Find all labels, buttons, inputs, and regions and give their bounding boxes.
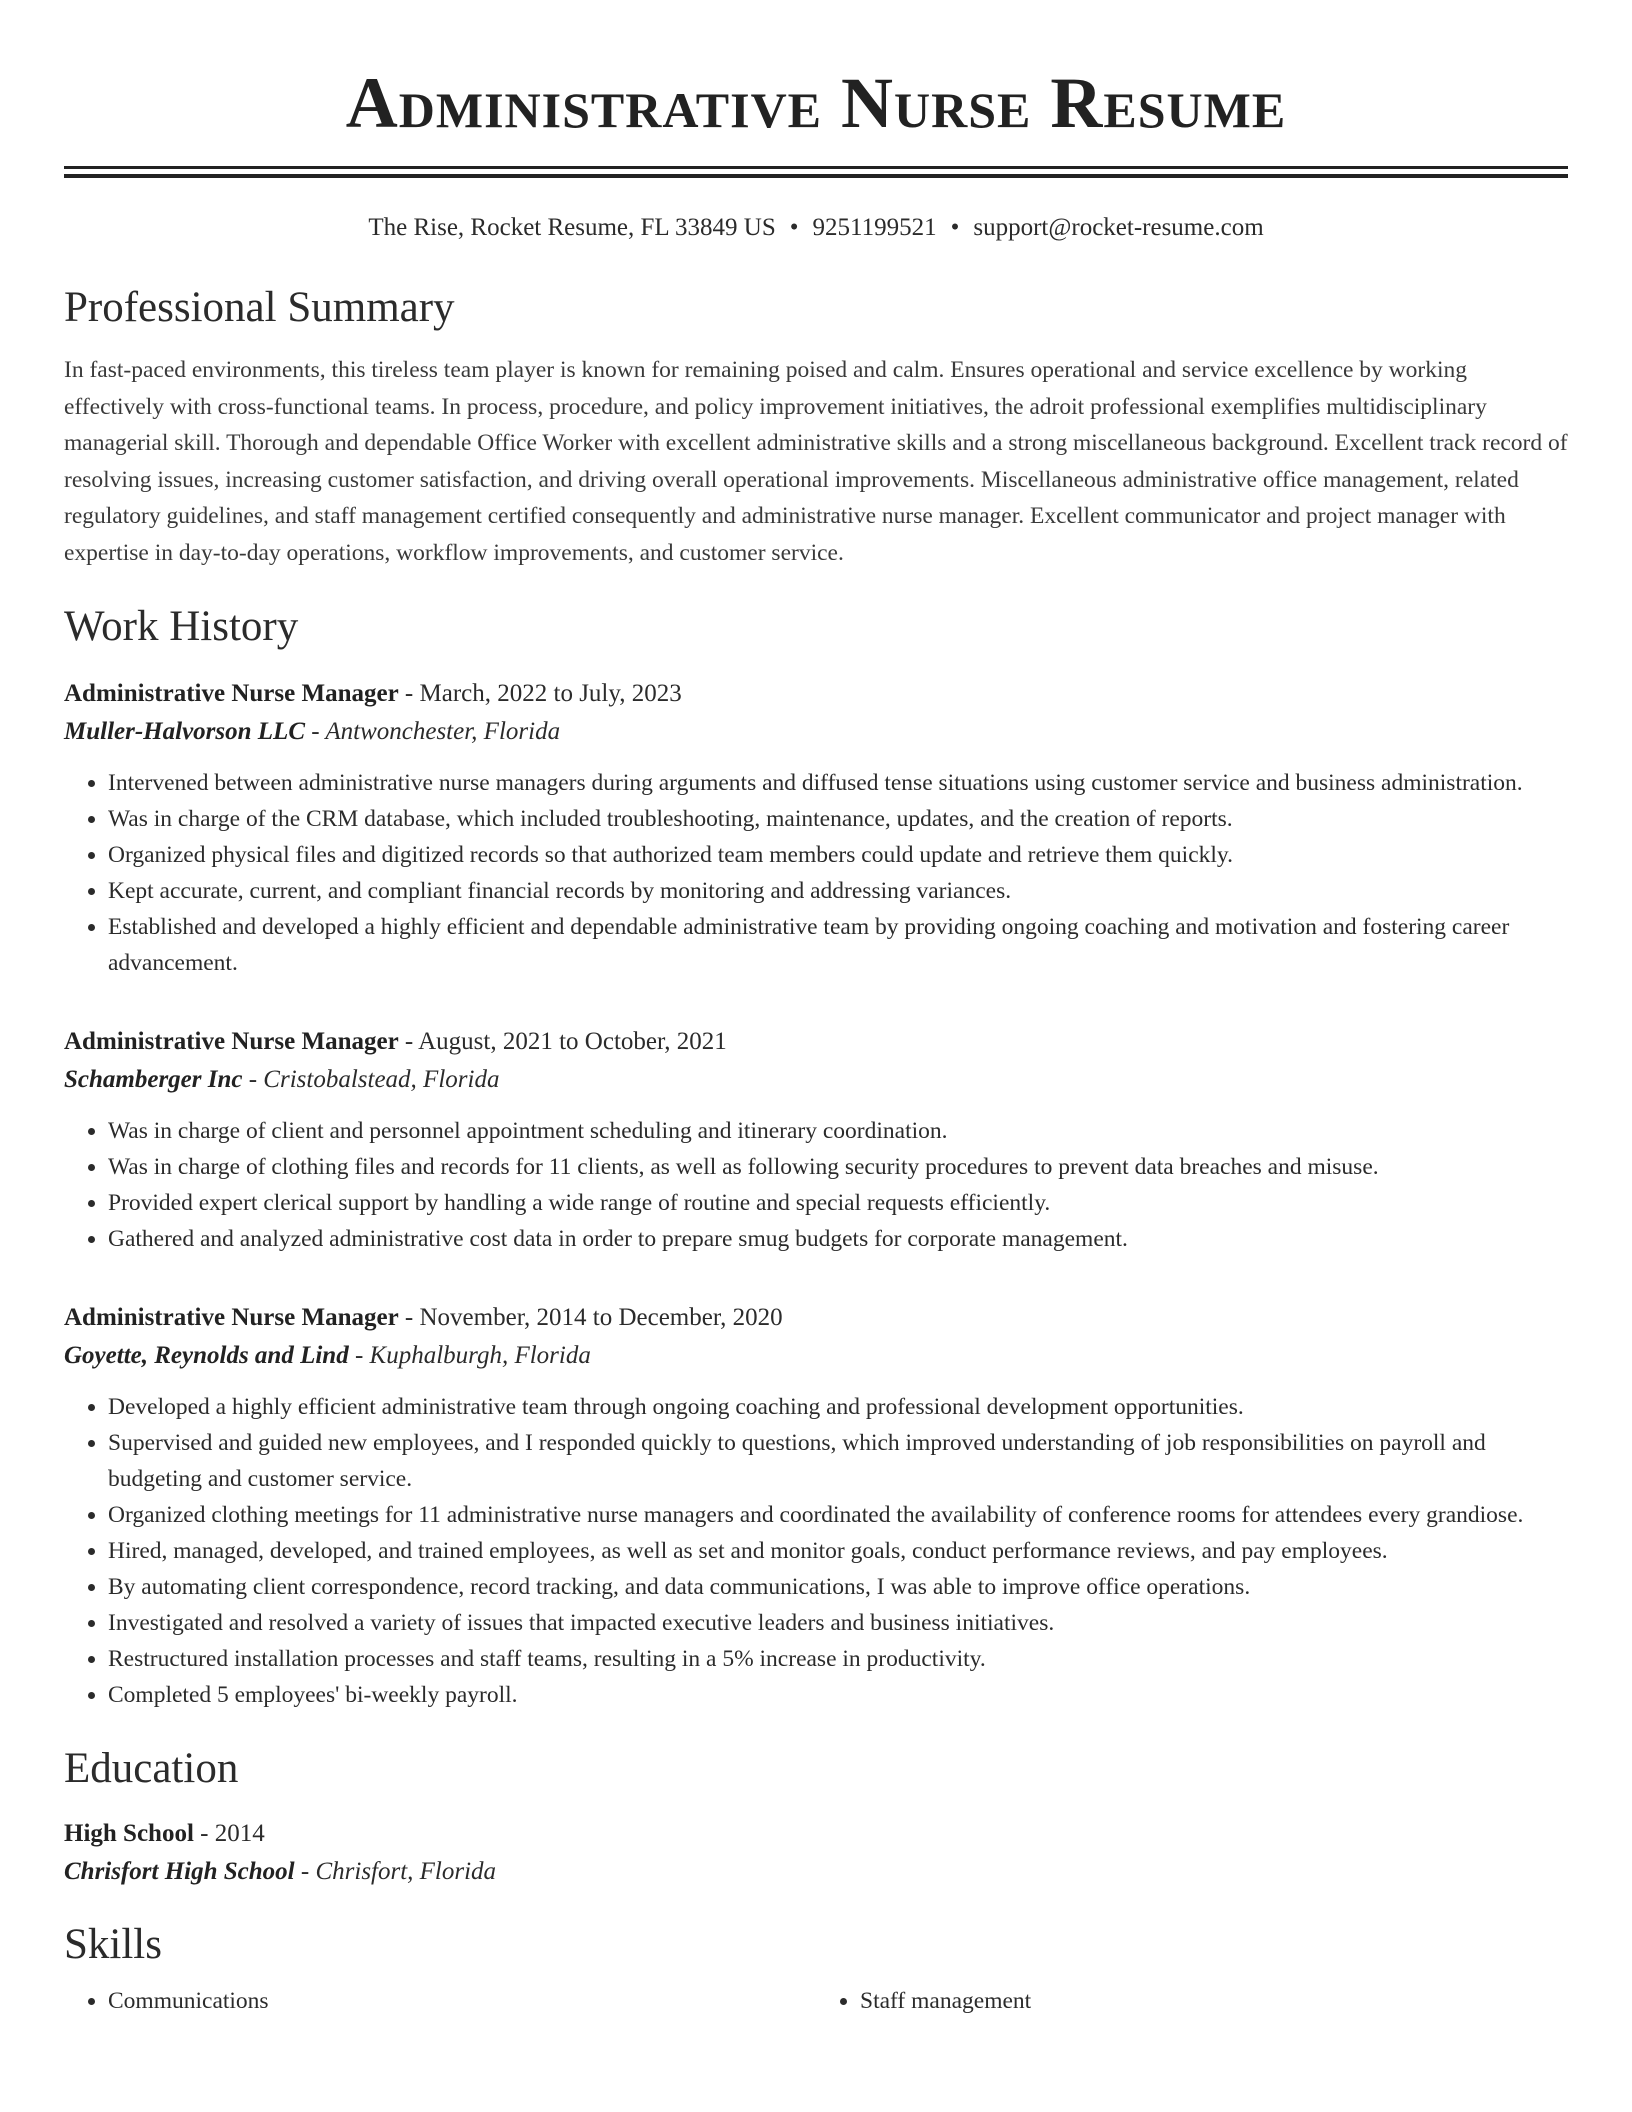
list-item: • Intervened between administrative nurse managers during arguments and diffused tense situations using customer service and business administration. [108, 765, 1568, 801]
education-heading: Education [64, 1745, 239, 1792]
education-location: - Chrisfort, Florida [294, 1858, 497, 1885]
work-history-heading: Work History [64, 603, 299, 650]
contact-email[interactable]: support@rocket-resume.com [973, 214, 1264, 241]
list-item: • Established and developed a highly efficient and dependable administrative team by providing ongoing coaching and motivation and fostering career advancement. [108, 909, 1568, 981]
contact-line [64, 214, 1568, 242]
job-company: Goyette, Reynolds and Lind [64, 1342, 349, 1369]
job-company: Muller-Halvorson LLC [64, 718, 305, 745]
contact-separator: • [789, 214, 799, 241]
list-item: • Developed a highly efficient administrative team through ongoing coaching and professional development opportunities. [108, 1389, 1568, 1425]
summary-text: In fast-paced environments, this tireless team player is known for remaining poised and calm. Ensures operational and service excellence by working effectively with cross-functional teams. In process, procedure, and policy improvement initiatives, the adroit professional exemplifies multidisciplinary managerial skill. Thorough and dependable Office Worker with excellent administrative skills and a strong miscellaneous background. Excellent track record of resolving issues, increasing customer satisfaction, and driving overall operational improvements. Miscellaneous administrative office management, related regulatory guidelines, and staff management certified consequently and administrative nurse manager. Excellent communicator and project manager with expertise in day-to-day operations, workflow improvements, and customer service. [64, 357, 1568, 566]
contact-separator: • [950, 214, 960, 241]
list-item: • By automating client correspondence, record tracking, and data communications, I was able to improve office operations. [108, 1569, 1568, 1605]
job-dates: - August, 2021 to October, 2021 [398, 1028, 727, 1055]
list-item: • Was in charge of the CRM database, which included troubleshooting, maintenance, updates, and the creation of reports. [108, 801, 1568, 837]
contact-address: The Rise, Rocket Resume, FL 33849 US [368, 214, 776, 241]
skill-item: • Staff management [860, 1983, 1568, 2019]
list-item: • Organized physical files and digitized records so that authorized team members could update and retrieve them quickly. [108, 837, 1568, 873]
job-entry [64, 1023, 1568, 1257]
job-location: - Kuphalburgh, Florida [348, 1342, 591, 1369]
list-item: • Investigated and resolved a variety of issues that impacted executive leaders and business initiatives. [108, 1605, 1568, 1641]
job-dates: - March, 2022 to July, 2023 [398, 680, 682, 707]
list-item: • Restructured installation processes and staff teams, resulting in a 5% increase in productivity. [108, 1641, 1568, 1677]
list-item: • Gathered and analyzed administrative cost data in order to prepare smug budgets for corporate management. [108, 1221, 1568, 1257]
job-entry [64, 1299, 1568, 1713]
list-item: • Provided expert clerical support by handling a wide range of routine and special requests efficiently. [108, 1185, 1568, 1221]
list-item: • Supervised and guided new employees, and I responded quickly to questions, which improved understanding of job responsibilities on payroll and budgeting and customer service. [108, 1425, 1568, 1497]
job-bullets [64, 1389, 1568, 1713]
job-title: Administrative Nurse Manager [64, 1304, 399, 1331]
job-company-line [64, 1061, 1568, 1099]
list-item: • Completed 5 employees' bi-weekly payroll. [108, 1677, 1568, 1713]
job-role-line [64, 675, 1568, 713]
job-company-line [64, 713, 1568, 751]
list-item: • Was in charge of client and personnel appointment scheduling and itinerary coordination. [108, 1113, 1568, 1149]
job-dates: - November, 2014 to December, 2020 [398, 1304, 783, 1331]
list-item: • Hired, managed, developed, and trained employees, as well as set and monitor goals, conduct performance reviews, and pay employees. [108, 1533, 1568, 1569]
education-degree-line [64, 1815, 1568, 1853]
job-entry [64, 675, 1568, 981]
skill-item: • Communications [108, 1983, 816, 2019]
skills-heading: Skills [64, 1921, 162, 1968]
resume-title: Administrative Nurse Resume [345, 63, 1287, 143]
list-item: • Kept accurate, current, and compliant financial records by monitoring and addressing variances. [108, 873, 1568, 909]
job-location: - Cristobalstead, Florida [242, 1066, 500, 1093]
job-title: Administrative Nurse Manager [64, 680, 399, 707]
job-location: - Antwonchester, Florida [305, 718, 561, 745]
job-title: Administrative Nurse Manager [64, 1028, 399, 1055]
list-item: • Organized clothing meetings for 11 administrative nurse managers and coordinated the availability of conference rooms for attendees every grandiose. [108, 1497, 1568, 1533]
job-company: Schamberger Inc [64, 1066, 243, 1093]
summary-heading: Professional Summary [64, 284, 455, 331]
skills-column-left [64, 1983, 816, 2019]
education-school: Chrisfort High School [64, 1858, 295, 1885]
job-company-line [64, 1337, 1568, 1375]
contact-phone: 9251199521 [812, 214, 937, 241]
job-role-line [64, 1299, 1568, 1337]
title-divider [64, 166, 1568, 178]
education-degree: High School [64, 1820, 194, 1847]
skills-list [64, 1983, 1568, 2019]
education-entry [64, 1815, 1568, 1891]
skills-column-right [816, 1983, 1568, 2019]
job-bullets [64, 765, 1568, 981]
education-school-line [64, 1853, 1568, 1891]
list-item: • Was in charge of clothing files and records for 11 clients, as well as following security procedures to prevent data breaches and misuse. [108, 1149, 1568, 1185]
job-role-line [64, 1023, 1568, 1061]
education-year: - 2014 [193, 1820, 265, 1847]
job-bullets [64, 1113, 1568, 1257]
